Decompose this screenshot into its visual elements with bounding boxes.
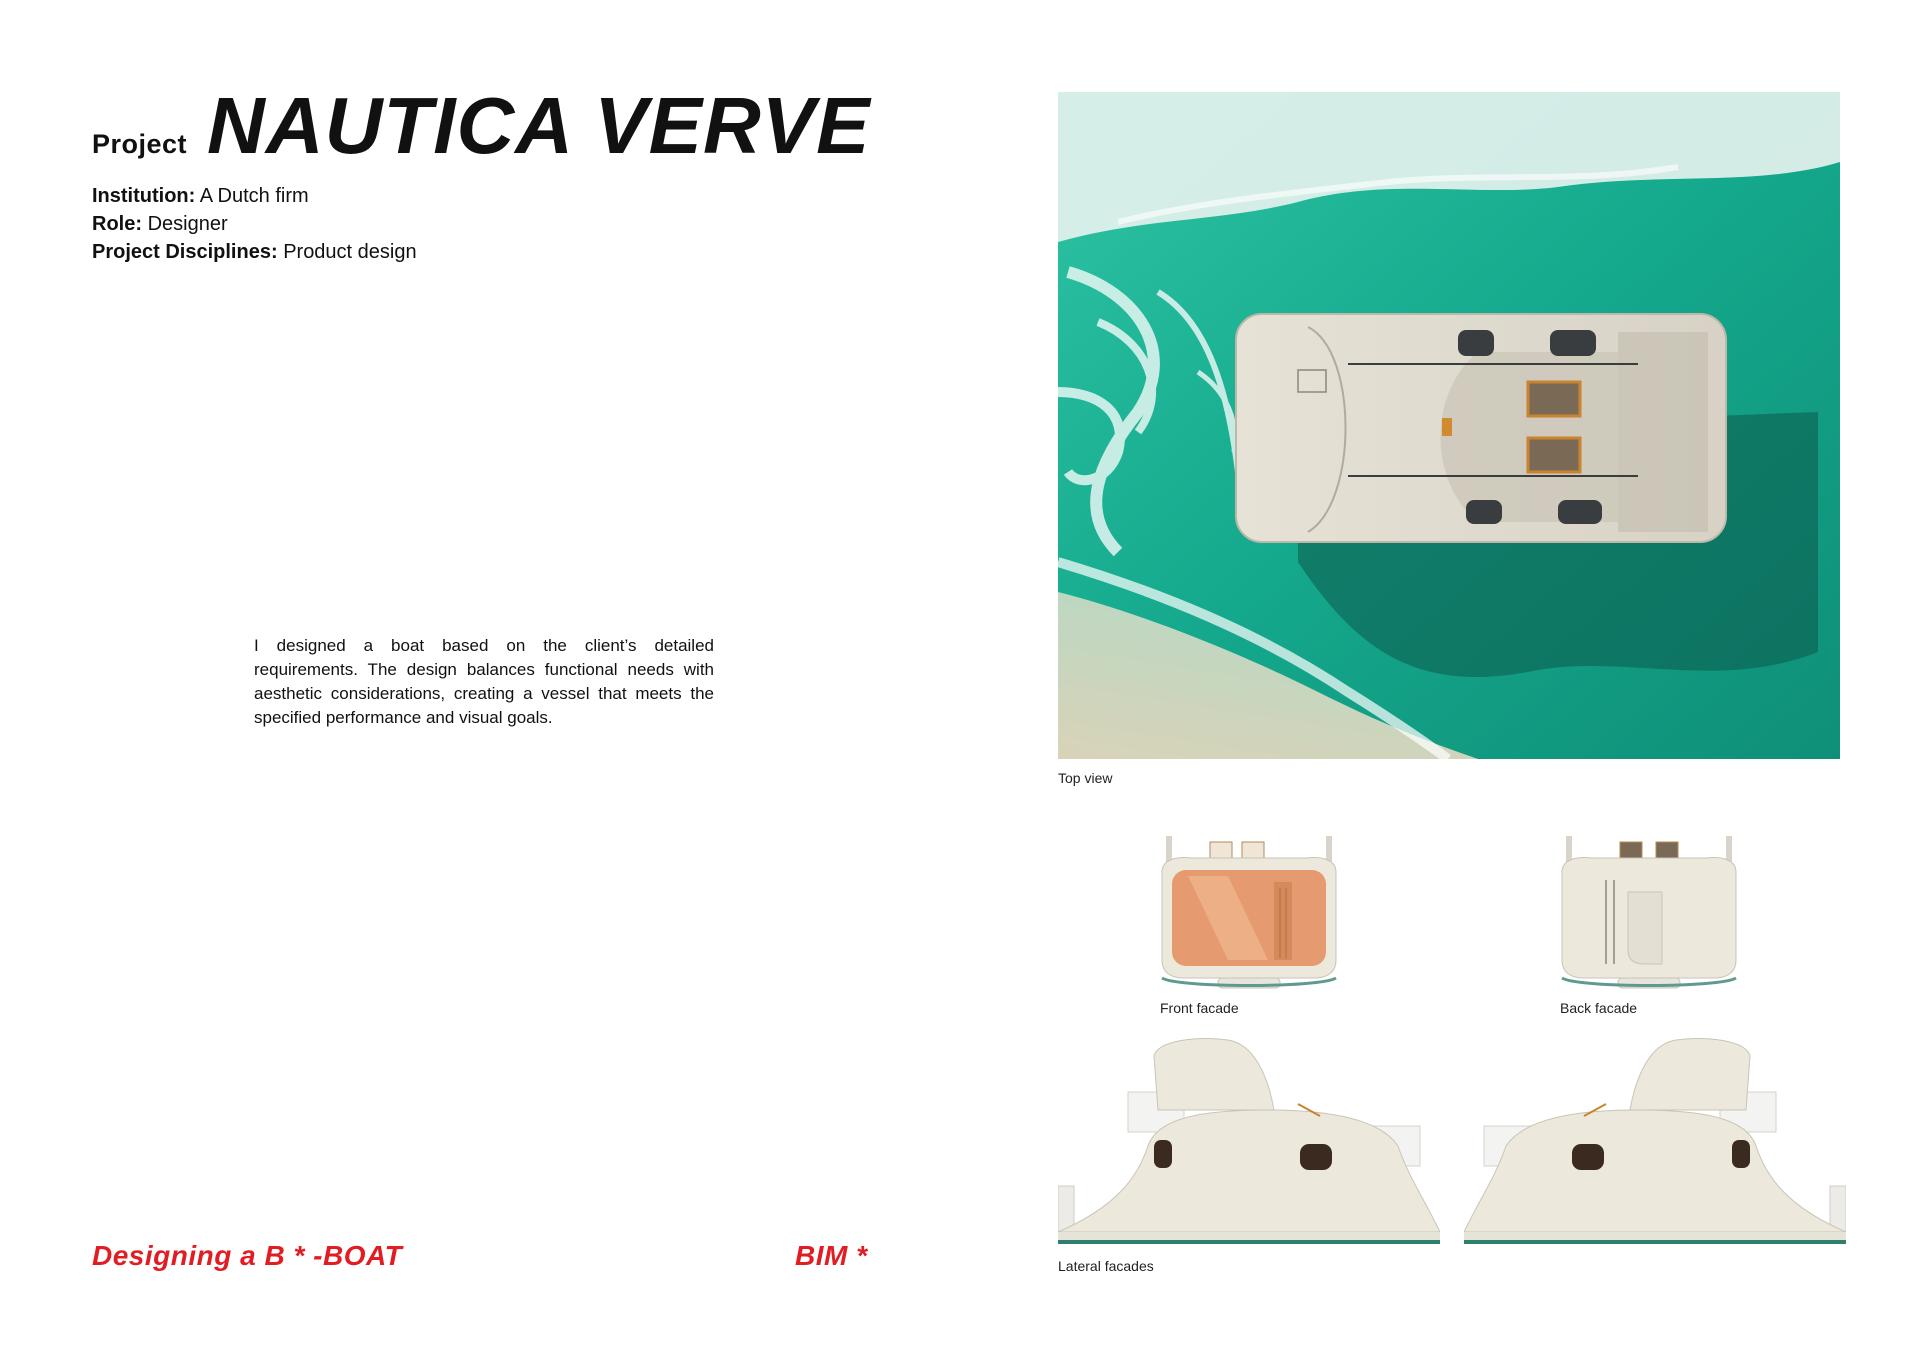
project-label: Project (92, 129, 188, 159)
back-facade-render (1558, 832, 1740, 997)
institution-value: A Dutch firm (199, 185, 309, 207)
caption-front-facade: Front facade (1160, 1000, 1239, 1016)
disciplines-value: Product design (283, 241, 417, 263)
project-meta (92, 182, 417, 266)
project-description: I designed a boat based on the client’s detailed requirements. The design balances functional needs with aesthetic considerations, creating a vessel that meets the specified performance and visual goals. (254, 636, 714, 727)
institution-label: Institution: (92, 185, 196, 207)
disciplines-row (92, 238, 417, 266)
disciplines-label: Project Disciplines: (92, 241, 278, 263)
caption-lateral-facades: Lateral facades (1058, 1258, 1154, 1274)
role-row (92, 210, 417, 238)
lateral-facade-right-render (1464, 1036, 1846, 1253)
top-view-render (1058, 92, 1840, 759)
front-facade-render (1158, 832, 1340, 997)
role-value: Designer (147, 213, 228, 235)
footer-bim-label: BIM * (795, 1240, 868, 1271)
institution-row (92, 182, 417, 210)
caption-back-facade: Back facade (1560, 1000, 1638, 1016)
footer-series-title: Designing a B * -BOAT (92, 1240, 403, 1271)
title-row (92, 81, 871, 170)
caption-top-view: Top view (1058, 770, 1113, 786)
lateral-facade-left-render (1058, 1036, 1440, 1253)
role-label: Role: (92, 213, 142, 235)
boat-top-view (1236, 314, 1726, 542)
project-title: NAUTICA VERVE (207, 81, 871, 170)
